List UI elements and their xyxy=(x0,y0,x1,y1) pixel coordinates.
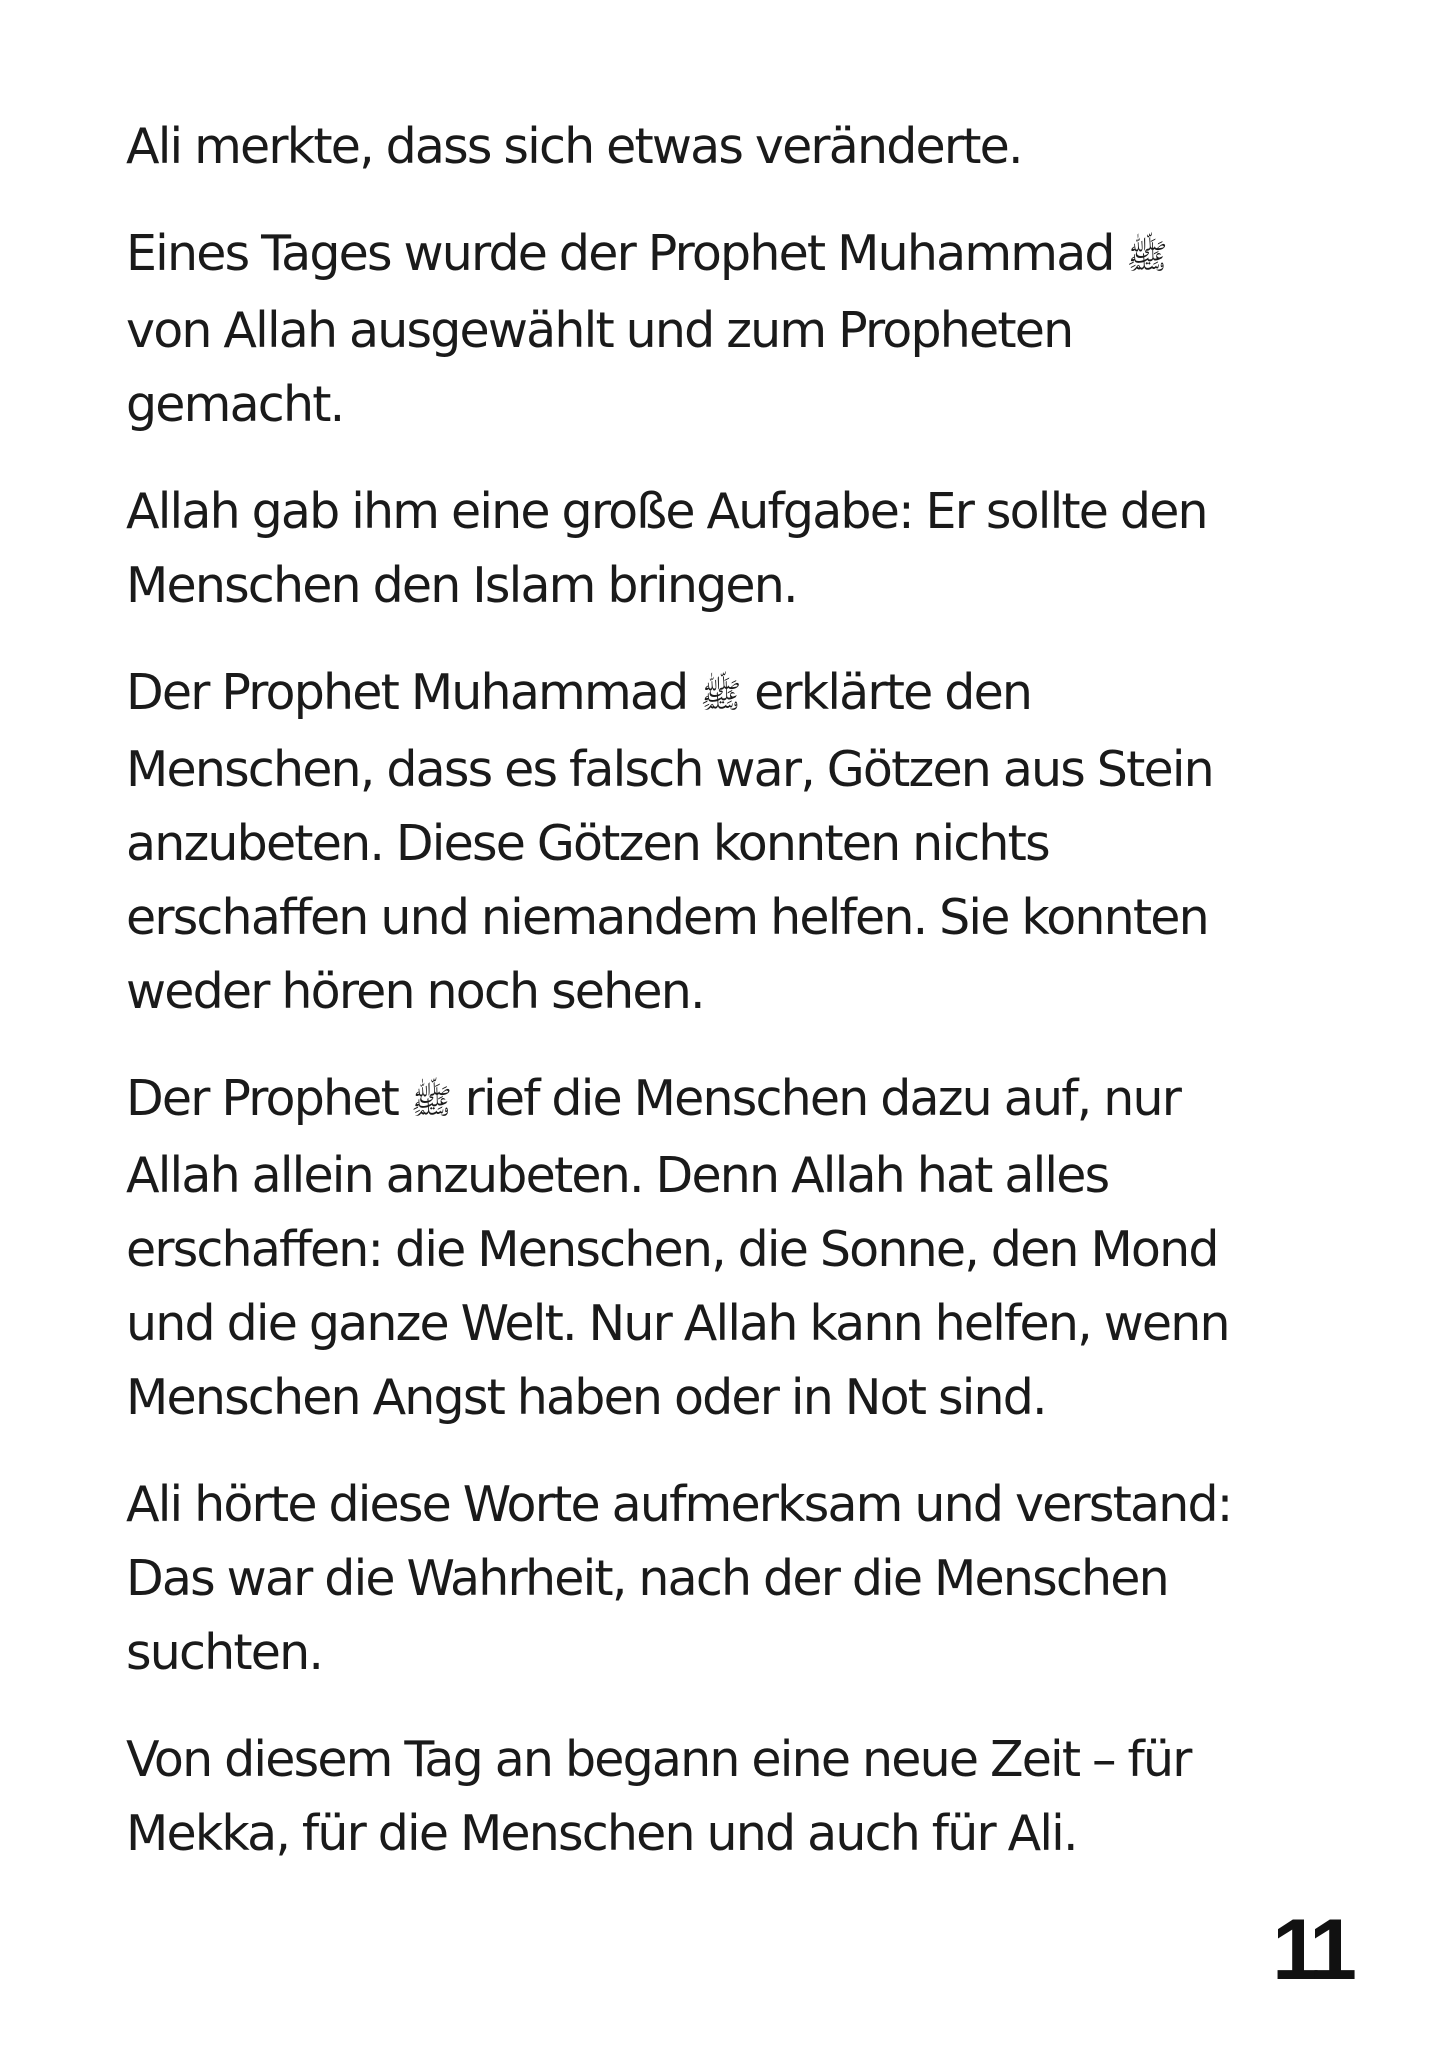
text-line: von Allah ausgewählt und zum Propheten xyxy=(126,302,1073,359)
text-line: Menschen Angst haben oder in Not sind. xyxy=(126,1369,1046,1426)
text-line: erschaffen: die Menschen, die Sonne, den Mond xyxy=(126,1221,1218,1278)
text-line: Mekka, für die Menschen und auch für Ali. xyxy=(126,1805,1077,1862)
paragraph xyxy=(126,1468,1336,1690)
paragraph xyxy=(126,656,1336,1029)
text-line: Von diesem Tag an begann eine neue Zeit – für xyxy=(126,1731,1191,1788)
text-line: weder hören noch sehen. xyxy=(126,963,704,1020)
text-segment: erklärte den xyxy=(741,664,1032,721)
paragraph xyxy=(126,1062,1336,1435)
paragraph xyxy=(126,475,1336,623)
paragraph xyxy=(126,217,1336,442)
text-line: suchten. xyxy=(126,1624,323,1681)
text-line xyxy=(126,656,1336,733)
text-line: und die ganze Welt. Nur Allah kann helfen, wenn xyxy=(126,1295,1229,1352)
text-line: gemacht. xyxy=(126,376,344,433)
text-line: Ali hörte diese Worte aufmerksam und verstand: xyxy=(126,1476,1232,1533)
text-line: Ali merkte, dass sich etwas veränderte. xyxy=(126,118,1022,175)
story-text xyxy=(126,110,1336,1904)
salawat-honorific-icon: ﷺ xyxy=(1126,237,1168,277)
text-segment: Eines Tages wurde der Prophet Muhammad xyxy=(126,225,1127,282)
text-line: Menschen, dass es falsch war, Götzen aus Stein xyxy=(126,741,1213,798)
text-line: erschaffen und niemandem helfen. Sie konnten xyxy=(126,889,1208,946)
text-line: Das war die Wahrheit, nach der die Menschen xyxy=(126,1550,1168,1607)
text-line: Allah gab ihm eine große Aufgabe: Er sollte den xyxy=(126,483,1207,540)
text-line xyxy=(126,217,1336,294)
salawat-honorific-icon: ﷺ xyxy=(700,676,742,716)
paragraph xyxy=(126,110,1336,184)
text-line: anzubeten. Diese Götzen konnten nichts xyxy=(126,815,1049,872)
text-line xyxy=(126,1062,1336,1139)
text-segment: Der Prophet Muhammad xyxy=(126,664,701,721)
text-line: Allah allein anzubeten. Denn Allah hat alles xyxy=(126,1147,1109,1204)
text-segment: rief die Menschen dazu auf, nur xyxy=(451,1070,1181,1127)
text-segment: Der Prophet xyxy=(126,1070,411,1127)
page-number: 11 xyxy=(1272,1902,1351,1998)
paragraph xyxy=(126,1723,1336,1871)
salawat-honorific-icon: ﷺ xyxy=(410,1082,452,1122)
text-line: Menschen den Islam bringen. xyxy=(126,557,797,614)
